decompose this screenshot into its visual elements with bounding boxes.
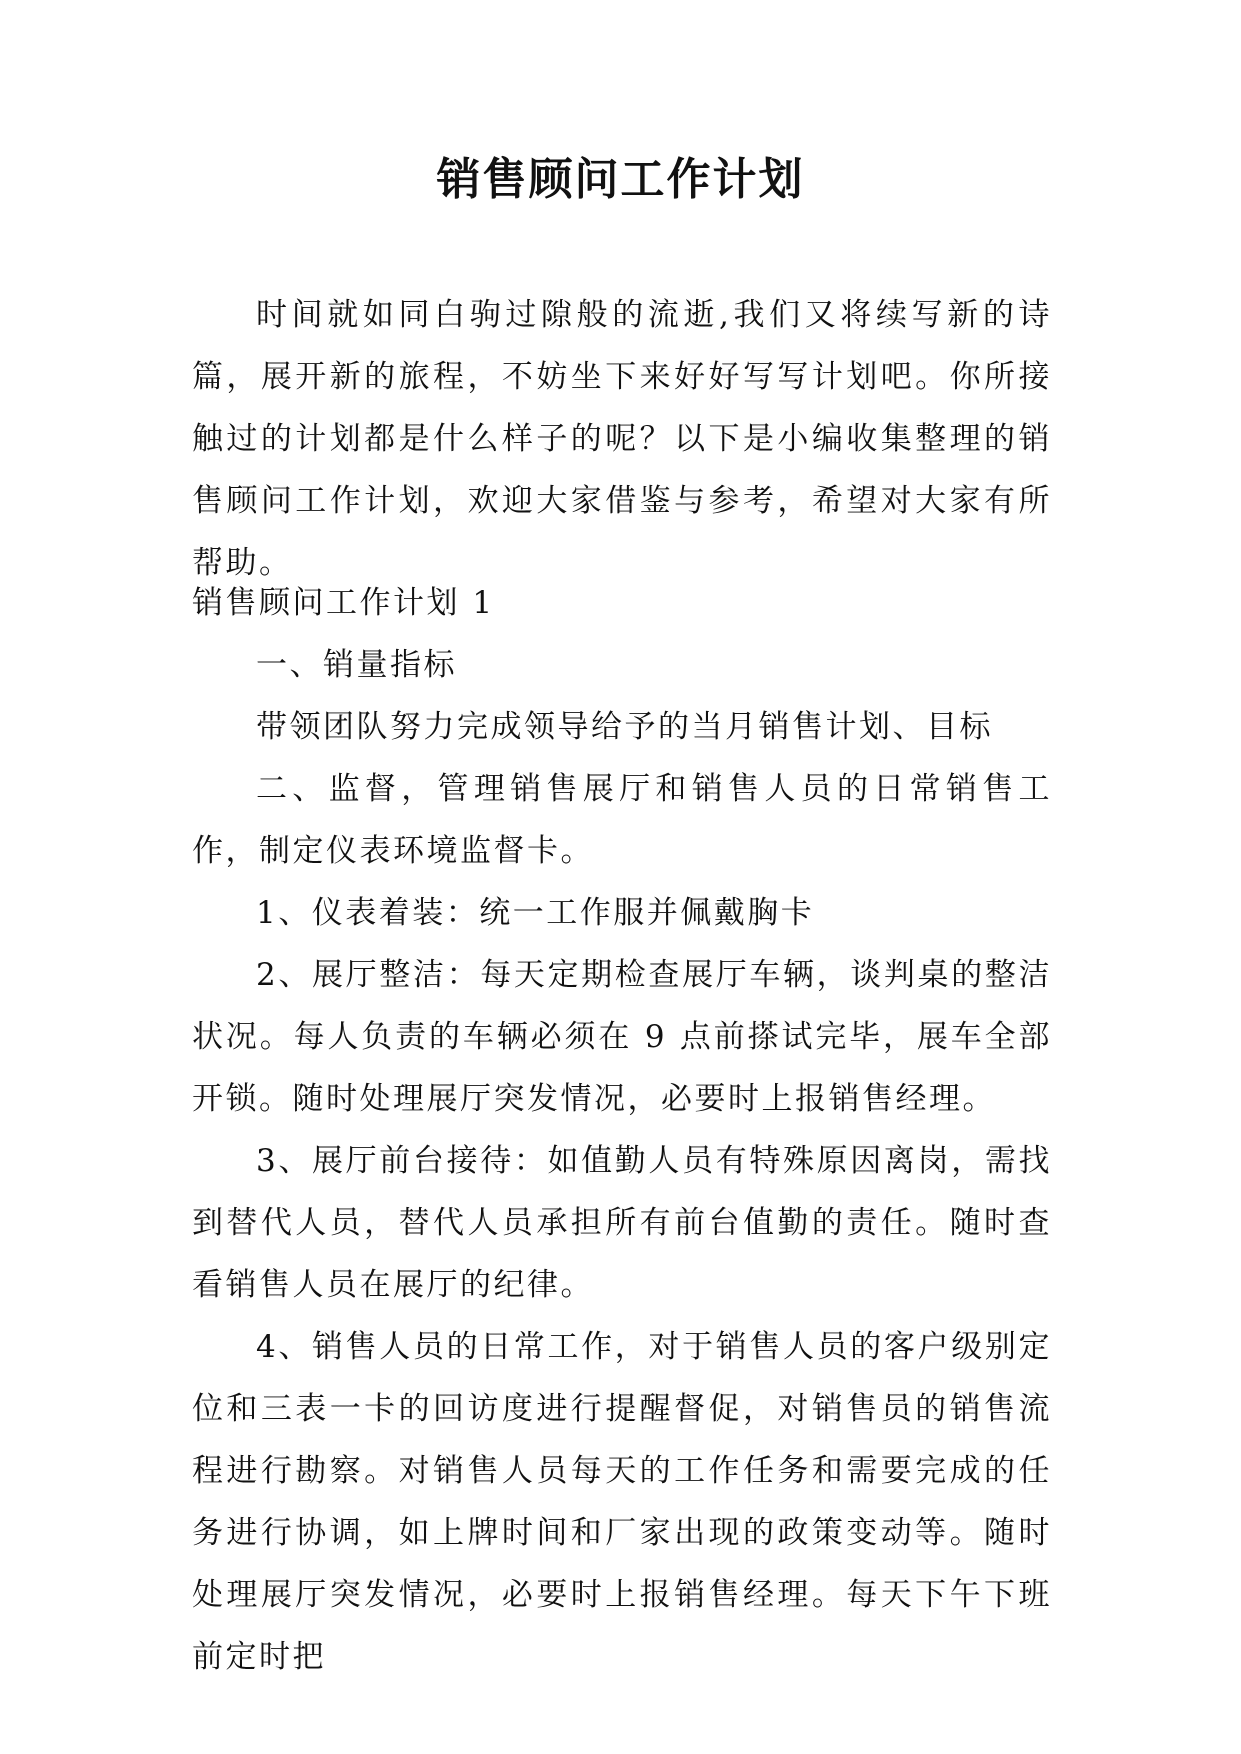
paragraph-supervision-heading: 二、监督，管理销售展厅和销售人员的日常销售工作，制定仪表环境监督卡。 <box>192 771 1052 869</box>
paragraph-showroom-cleanliness: 2、展厅整洁：每天定期检查展厅车辆，谈判桌的整洁状况。每人负责的车辆必须在 9 点前搽试完毕，展车全部开锁。随时处理展厅突发情况，必要时上报销售经理。 <box>192 957 1052 1117</box>
intro-block <box>192 284 1052 594</box>
paragraph-front-desk: 3、展厅前台接待：如值勤人员有特殊原因离岗，需找到替代人员，替代人员承担所有前台值勤的责任。随时查看销售人员在展厅的纪律。 <box>192 1143 1052 1303</box>
section-block <box>192 572 1052 1688</box>
section-heading: 销售顾问工作计划 1 <box>192 585 495 621</box>
paragraph-sales-target-heading: 一、销量指标 <box>256 647 457 683</box>
paragraph-sales-target: 带领团队努力完成领导给予的当月销售计划、目标 <box>256 709 993 745</box>
intro-paragraph: 时间就如同白驹过隙般的流逝,我们又将续写新的诗篇，展开新的旅程，不妨坐下来好好写写计划吧。你所接触过的计划都是什么样子的呢？以下是小编收集整理的销售顾问工作计划，欢迎大家借鉴与参考，希望对大家有所帮助。 <box>192 297 1052 581</box>
document-title: 销售顾问工作计划 <box>436 154 805 205</box>
paragraph-daily-work: 4、销售人员的日常工作，对于销售人员的客户级别定位和三表一卡的回访度进行提醒督促，对销售员的销售流程进行勘察。对销售人员每天的工作任务和需要完成的任务进行协调，如上牌时间和厂家出现的政策变动等。随时处理展厅突发情况，必要时上报销售经理。每天下午下班前定时把 <box>192 1329 1052 1675</box>
paragraph-dress-code: 1、仪表着装：统一工作服并佩戴胸卡 <box>256 895 815 931</box>
